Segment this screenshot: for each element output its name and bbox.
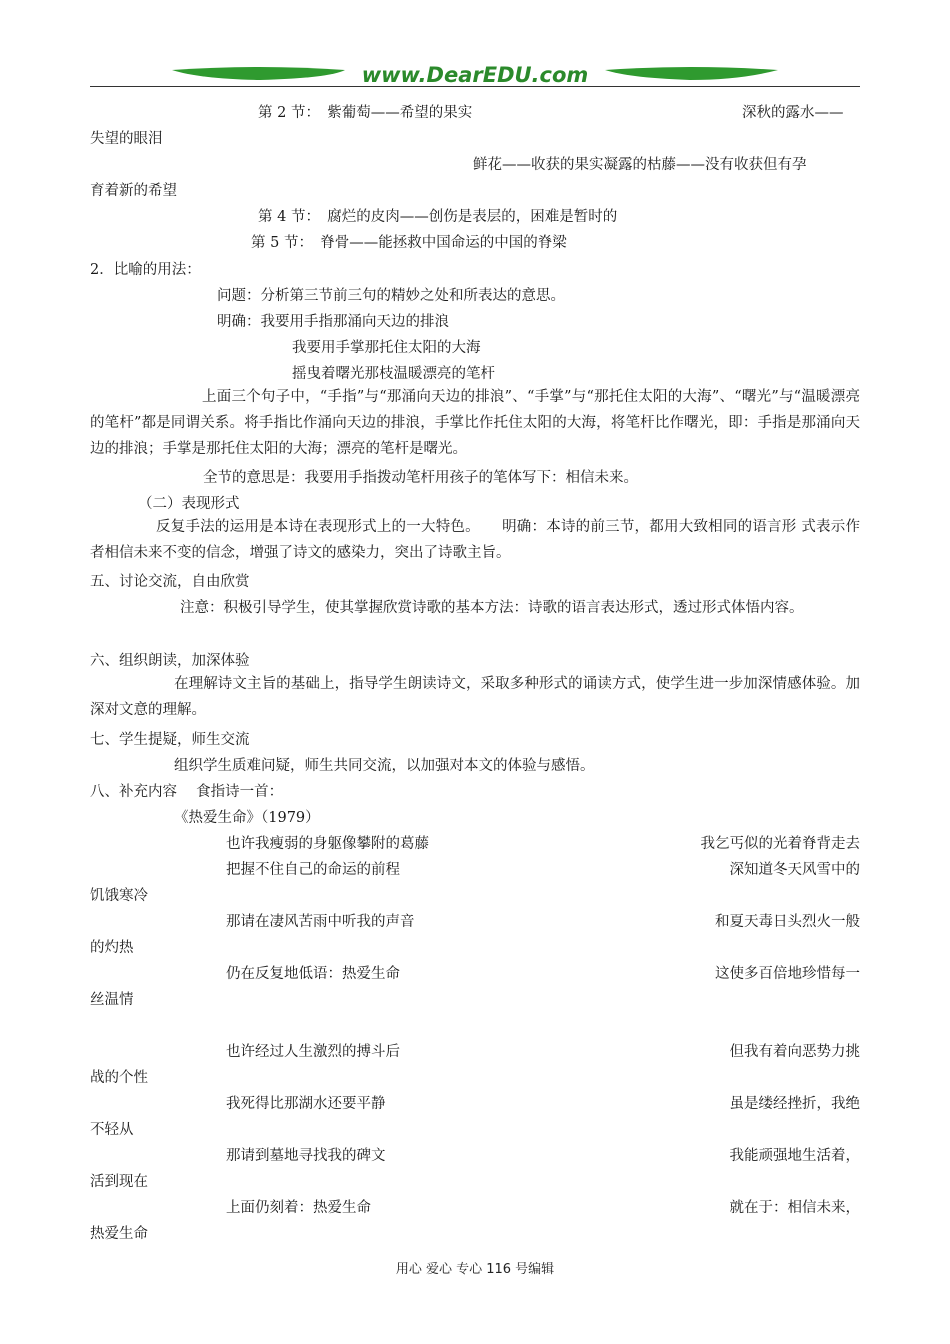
heading-reading: 六、组织朗读，加深体验 (90, 653, 250, 669)
heading-supplement: 八、补充内容 食指诗一首： (90, 784, 284, 800)
poem-line-right: 虽是缕经挫折，我绝 (729, 1096, 860, 1112)
poem-line-left: 那请到墓地寻找我的碑文 (226, 1148, 386, 1164)
line-note: 注意：积极引导学生，使其掌握欣赏诗歌的基本方法：诗歌的语言表达形式，透过形式体悟内容。 (180, 600, 804, 616)
poem-line-wrap: 战的个性 (90, 1070, 148, 1086)
logo-text: www.DearEDU.com (361, 63, 589, 87)
poem-line-right: 深知道冬天风雪中的 (729, 862, 860, 878)
left-swoosh (172, 67, 345, 80)
poem-line-wrap: 热爱生命 (90, 1226, 148, 1242)
heading-discussion: 五、讨论交流，自由欣赏 (90, 574, 250, 590)
line-section-3b: 鲜花——收获的果实凝露的枯藤——没有收获但有孕 (473, 157, 807, 173)
poem-line-right: 但我有着向恶势力挑 (729, 1044, 860, 1060)
poem-line-right: 这使多百倍地珍惜每一 (715, 966, 860, 982)
poem-line-right: 我乞丐似的光着脊背走去 (700, 836, 860, 852)
heading-questions: 七、学生提疑，师生交流 (90, 732, 250, 748)
poem-line-right: 我能顽强地生活着， (729, 1148, 860, 1164)
poem-line-left: 仍在反复地低语：热爱生命 (226, 966, 400, 982)
poem-title: 《热爱生命》（1979） (174, 810, 320, 826)
line-section-3a-right: 深秋的露水—— (742, 105, 844, 121)
poem-line-right: 和夏天毒日头烈火一般 (715, 914, 860, 930)
poem-line-left: 我死得比那湖水还要平静 (226, 1096, 386, 1112)
poem-line-wrap: 饥饿寒冷 (90, 888, 148, 904)
line-section-3b-wrap: 育着新的希望 (90, 183, 177, 199)
poem-line-right: 就在于：相信未来， (729, 1200, 860, 1216)
line-section-4: 第 4 节： 腐烂的皮肉——创伤是表层的，困难是暂时的 (258, 209, 618, 225)
line-answer-2: 我要用手掌那托住太阳的大海 (292, 340, 481, 356)
line-section-5: 第 5 节： 脊骨——能拯救中国命运的中国的脊梁 (251, 235, 567, 251)
header-rule (90, 86, 860, 87)
poem-line-left: 也许经过人生激烈的搏斗后 (226, 1044, 400, 1060)
poem-line-wrap: 不轻从 (90, 1122, 134, 1138)
line-section-meaning: 全节的意思是：我要用手指拨动笔杆用孩子的笔体写下：相信未来。 (203, 470, 638, 486)
poem-line-wrap: 丝温情 (90, 992, 134, 1008)
line-questions-body: 组织学生质难问疑，师生共同交流，以加强对本文的体验与感悟。 (174, 758, 595, 774)
dearedu-logo (0, 0, 950, 100)
heading-metaphor-usage: 2．比喻的用法： (90, 262, 201, 278)
page-header (0, 0, 950, 100)
line-answer-1: 明确：我要用手指那涌向天边的排浪 (217, 314, 449, 330)
paragraph-repetition: 反复手法的运用是本诗在表现形式上的一大特色。 明确：本诗的前三节，都用大致相同的语言形 式表示作者相信未来不变的信念，增强了诗文的感染力，突出了诗歌主旨。 (90, 519, 860, 561)
line-question: 问题：分析第三节前三句的精妙之处和所表达的意思。 (217, 288, 565, 304)
page-footer: 用心 爱心 专心 116 号编辑 (395, 1262, 555, 1277)
heading-expression-form: （二）表现形式 (138, 496, 240, 512)
poem-line-wrap: 的灼热 (90, 940, 134, 956)
paragraph-reading: 在理解诗文主旨的基础上，指导学生朗读诗文，采取多种形式的诵读方式，使学生进一步加深情感体验。加深对文意的理解。 (90, 676, 860, 718)
poem-line-wrap: 活到现在 (90, 1174, 148, 1190)
poem-line-left: 也许我瘦弱的身躯像攀附的葛藤 (226, 836, 429, 852)
line-section-2: 第 2 节： 紫葡萄——希望的果实 (258, 105, 473, 121)
poem-line-left: 上面仍刻着：热爱生命 (226, 1200, 371, 1216)
poem-line-left: 把握不住自己的命运的前程 (226, 862, 400, 878)
right-swoosh (605, 67, 778, 80)
paragraph-explanation: 上面三个句子中，“手指”与“那涌向天边的排浪”、“手掌”与“那托住太阳的大海”、“曙光”与“温暖漂亮的笔杆”都是同谓关系。将手指比作涌向天边的排浪，手掌比作托住太阳的大海，将笔杆比作曙光，即：手指是那涌向天边的排浪；手掌是那托住太阳的大海；漂亮的笔杆是曙光。 (90, 389, 860, 457)
line-section-3a-wrap: 失望的眼泪 (90, 131, 163, 147)
poem-line-left: 那请在凄风苦雨中听我的声音 (226, 914, 415, 930)
line-answer-3: 摇曳着曙光那枝温暖漂亮的笔杆 (292, 366, 495, 382)
